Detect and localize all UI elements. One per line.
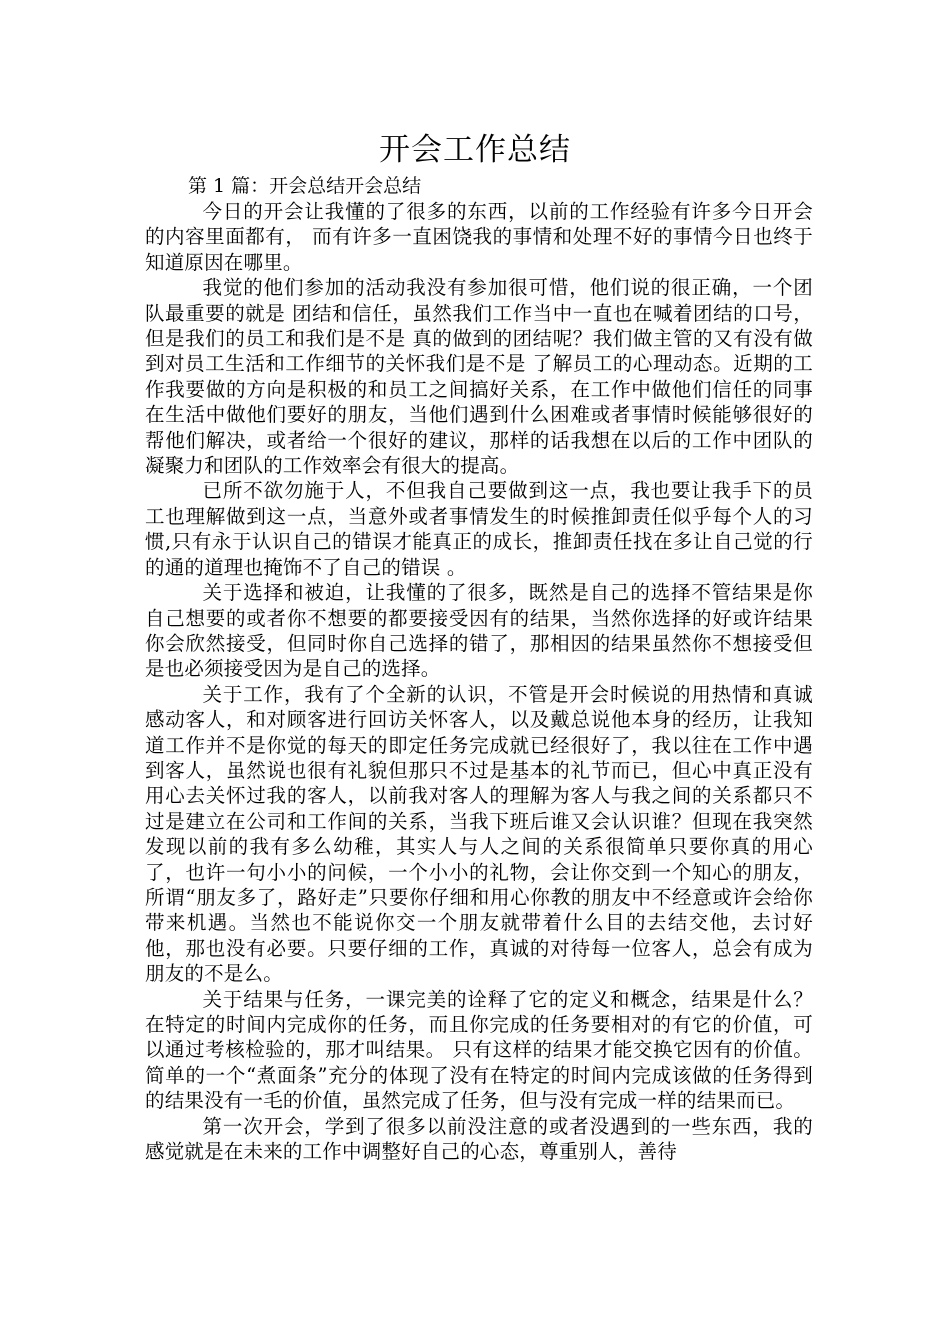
paragraph: 今日的开会让我懂的了很多的东西，以前的工作经验有许多今日开会的内容里面都有， 而有许多一直困饶我的事情和处理不好的事情今日也终于知道原因在哪里。 bbox=[145, 200, 813, 274]
document-body bbox=[145, 199, 813, 1164]
paragraph: 关于工作，我有了个全新的认识，不管是开会时候说的用热情和真诚感动客人，和对顾客进行回访关怀客人，以及戴总说他本身的经历，让我知道工作并不是你觉的每天的即定任务完成就已经很好了，我以往在工作中遇到客人，虽然说也很有礼貌但那只不过是基本的礼节而已，但心中真正没有用心去关怀过我的客人，以前我对客人的理解为客人与我之间的关系都只不过是建立在公司和工作间的关系，当我下班后谁又会认识谁？但现在我突然发现以前的我有多么幼稚，其实人与人之间的关系很简单只要你真的用心了，也许一句小小的问候，一个小小的礼物，会让你交到一个知心的朋友，所谓“朋友多了，路好走”只要你仔细和用心你教的朋友中不经意或许会给你带来机遇。当然也不能说你交一个朋友就带着什么目的去结交他，去讨好他，那也没有必要。只要仔细的工作，真诚的对待每一位客人，总会有成为朋友的不是么。 bbox=[145, 682, 813, 986]
paragraph: 已所不欲勿施于人，不但我自己要做到这一点，我也要让我手下的员工也理解做到这一点，当意外或者事情发生的时候推卸责任似乎每个人的习惯,只有永于认识自己的错误才能真正的成长，推卸责任找在多让自己觉的行的通的道理也掩饰不了自己的错误 。 bbox=[145, 479, 813, 579]
section-heading: 第 1 篇：开会总结开会总结 bbox=[188, 175, 422, 197]
paragraph: 关于结果与任务，一课完美的诠释了它的定义和概念，结果是什么？在特定的时间内完成你的任务，而且你完成的任务要相对的有它的价值，可以通过考核检验的，那才叫结果。 只有这样的结果才能交换它因有的价值。简单的一个“煮面条”充分的体现了没有在特定的时间内完成该做的任务得到的结果没有一毛的价值，虽然完成了任务，但与没有完成一样的结果而已。 bbox=[145, 987, 813, 1113]
document-title: 开会工作总结 bbox=[379, 132, 571, 168]
paragraph: 我觉的他们参加的活动我没有参加很可惜，他们说的很正确，一个团队最重要的就是 团结和信任，虽然我们工作当中一直也在喊着团结的口号，但是我们的员工和我们是不是 真的做到的团结呢？我们做主管的又有没有做到对员工生活和工作细节的关怀我们是不是 了解员工的心理动态。近期的工作我要做的方向是积极的和员工之间搞好关系，在工作中做他们信任的同事在生活中做他们要好的朋友，当他们遇到什么困难或者事情时候能够很好的帮他们解决，或者给一个很好的建议，那样的话我想在以后的工作中团队的凝聚力和团队的工作效率会有很大的提高。 bbox=[145, 276, 813, 478]
paragraph: 第一次开会，学到了很多以前没注意的或者没遇到的一些东西，我的感觉就是在未来的工作中调整好自己的心态，尊重别人，善待 bbox=[145, 1114, 813, 1164]
paragraph: 关于选择和被迫，让我懂的了很多，既然是自己的选择不管结果是你自己想要的或者你不想要的都要接受因有的结果，当然你选择的好或许结果你会欣然接受，但同时你自己选择的错了，那相因的结果虽然你不想接受但是也必须接受因为是自己的选择。 bbox=[145, 581, 813, 681]
